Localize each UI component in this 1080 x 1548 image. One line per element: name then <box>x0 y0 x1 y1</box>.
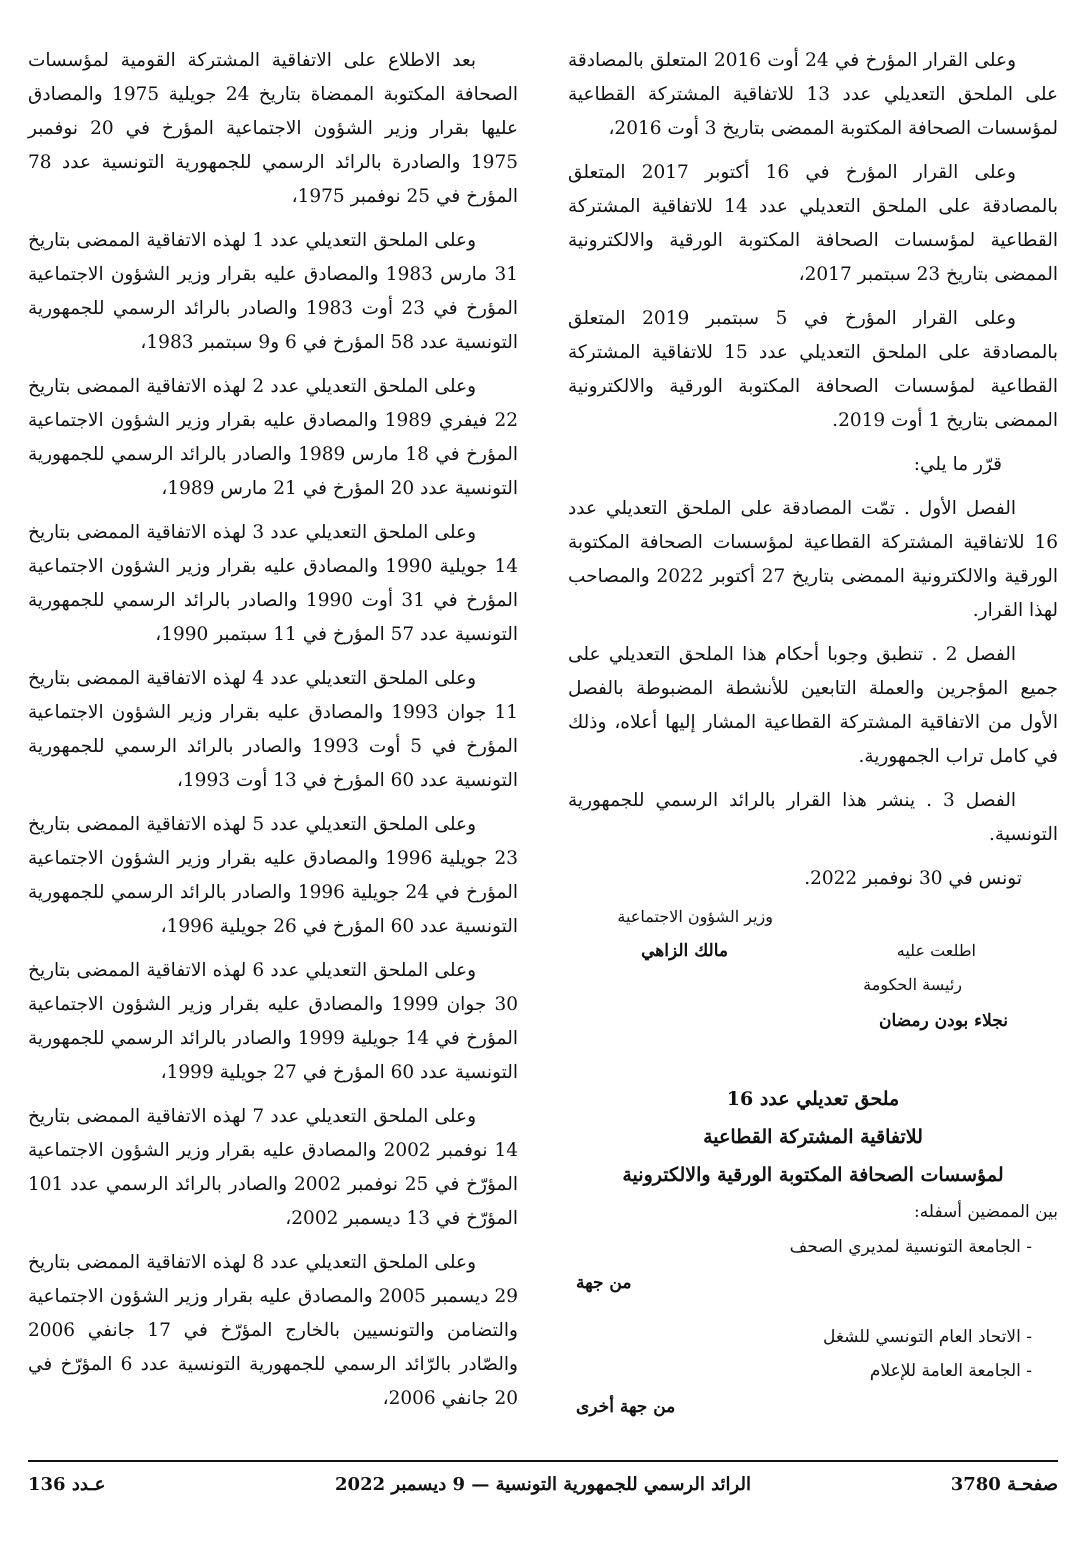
article-3: الفصل 3 . ينشر هذا القرار بالرائد الرسمي للجمهورية التونسية. <box>568 790 1058 845</box>
preamble-paragraph: وعلى الملحق التعديلي عدد 2 لهذه الاتفاقية الممضى بتاريخ 22 فيفري 1989 والمصادق عليه بقرار وزير الشؤون الاجتماعية المؤرخ في 18 مارس 1989 والصادر بالرائد الرسمي للجمهورية التونسية عدد 20 المؤرخ في 21 مارس 1989، <box>28 376 519 499</box>
annex-title-line: ملحق تعديلي عدد 16 <box>726 1088 900 1110</box>
preamble-paragraph: وعلى الملحق التعديلي عدد 1 لهذه الاتفاقية الممضى بتاريخ 31 مارس 1983 والمصادق عليه بقرار وزير الشؤون الاجتماعية المؤرخ في 23 أوت 1983 والصادر بالرائد الرسمي للجمهورية التونسية عدد 58 المؤرخ في 6 و9 سبتمبر 1983، <box>28 230 518 353</box>
journal-title: الرائد الرسمي للجمهورية التونسية — 9 ديسمبر 2022 <box>335 1474 751 1495</box>
article-2: الفصل 2 . تنطبق وجوبا أحكام هذا الملحق التعديلي على جميع المؤجرين والعملة التابعين للأنشطة المضبوطة بالفصل الأول من الاتفاقية المشتركة القطاعية المشار إليها أعلاه، وذلك في كامل تراب الجمهورية. <box>568 644 1058 767</box>
page-number: صفحـة 3780 <box>950 1474 1058 1495</box>
annex-title-line: للاتفاقية المشتركة القطاعية <box>703 1126 923 1148</box>
minister-title: وزير الشؤون الاجتماعية <box>617 907 773 926</box>
preamble-paragraph: وعلى الملحق التعديلي عدد 4 لهذه الاتفاقية الممضى بتاريخ 11 جوان 1993 والمصادق عليه بقرار وزير الشؤون الاجتماعية المؤرخ في 5 أوت 1993 والصادر بالرائد الرسمي للجمهورية التونسية عدد 60 المؤرخ في 13 أوت 1993، <box>28 668 519 791</box>
annex-title <box>568 1080 1058 1194</box>
party-item: - الجامعة التونسية لمديري الصحف <box>789 1237 1032 1257</box>
annex-title-line: لمؤسسات الصحافة المكتوبة الورقية والالكترونية <box>622 1164 1004 1186</box>
pm-name: نجلاء بودن رمضان <box>879 1011 1008 1031</box>
article-1: الفصل الأول . تمّت المصادقة على الملحق التعديلي عدد 16 للاتفاقية المشتركة القطاعية لمؤسسات الصحافة المكتوبة الورقية والالكترونية الممضى بتاريخ 27 أكتوبر 2022 والمصاحب لهذا القرار. <box>568 498 1058 621</box>
preamble-paragraph: وعلى القرار المؤرخ في 24 أوت 2016 المتعلق بالمصادقة على الملحق التعديلي عدد 13 للاتفاقية المشتركة القطاعية لمؤسسات الصحافة المكتوبة الممضى بتاريخ 3 أوت 2016، <box>568 50 1058 139</box>
preamble-paragraph: وعلى الملحق التعديلي عدد 6 لهذه الاتفاقية الممضى بتاريخ 30 جوان 1999 والمصادق عليه بقرار وزير الشؤون الاجتماعية المؤرخ في 14 جويلية 1999 والصادر بالرائد الرسمي للجمهورية التونسية عدد 60 المؤرخ في 27 جويلية 1999، <box>28 960 519 1083</box>
decreed-heading: قرّر ما يلي: <box>913 454 1002 475</box>
preamble-paragraph: وعلى الملحق التعديلي عدد 3 لهذه الاتفاقية الممضى بتاريخ 14 جويلية 1990 والمصادق عليه بقرار وزير الشؤون الاجتماعية المؤرخ في 31 أوت 1990 والصادر بالرائد الرسمي للجمهورية التونسية عدد 57 المؤرخ في 11 سبتمبر 1990، <box>28 522 518 645</box>
preamble-paragraph: وعلى الملحق التعديلي عدد 7 لهذه الاتفاقية الممضى بتاريخ 14 نوفمبر 2002 والمصادق عليه بقرار وزير الشؤون الاجتماعية المؤرّخ في 25 نوفمبر 2002 والصادر بالرائد الرسمي عدد 101 المؤرّخ في 13 ديسمبر 2002، <box>28 1106 519 1229</box>
pm-title: رئيسة الحكومة <box>863 975 962 994</box>
date-line: تونس في 30 نوفمبر 2022. <box>804 868 1022 889</box>
page-footer <box>28 1460 1058 1522</box>
preamble-paragraph: وعلى الملحق التعديلي عدد 8 لهذه الاتفاقية الممضى بتاريخ 29 ديسمبر 2005 والمصادق عليه بقرار وزير الشؤون الاجتماعية والتضامن والتونسيين بالخارج المؤرّخ في 17 جانفي 2006 والصّادر بالرّائد الرسمي للجمهورية التونسية عدد 6 المؤرّخ في 20 جانفي 2006، <box>28 1252 519 1409</box>
preamble-paragraph: وعلى القرار المؤرخ في 16 أكتوبر 2017 المتعلق بالمصادقة على الملحق التعديلي عدد 14 للاتفاقية المشتركة القطاعية لمؤسسات الصحافة المكتوبة الورقية والالكترونية الممضى بتاريخ 23 سبتمبر 2017، <box>568 162 1058 285</box>
preamble-paragraph: وعلى الملحق التعديلي عدد 5 لهذه الاتفاقية الممضى بتاريخ 23 جويلية 1996 والمصادق عليه بقرار وزير الشؤون الاجتماعية المؤرخ في 24 جويلية 1996 والصادر بالرائد الرسمي للجمهورية التونسية عدد 60 المؤرخ في 26 جويلية 1996، <box>28 814 518 937</box>
side-label-2: من جهة أخرى <box>576 1397 676 1417</box>
parties-intro: بين الممضين أسفله: <box>913 1202 1058 1222</box>
left-column <box>28 44 518 1426</box>
preamble-paragraph: وعلى القرار المؤرخ في 5 سبتمبر 2019 المتعلق بالمصادقة على الملحق التعديلي عدد 15 للاتفاقية المشتركة القطاعية لمؤسسات الصحافة المكتوبة الورقية والالكترونية الممضى بتاريخ 1 أوت 2019. <box>568 308 1058 431</box>
right-column <box>568 44 1058 1444</box>
preamble-paragraph: بعد الاطلاع على الاتفاقية المشتركة القومية لمؤسسات الصحافة المكتوبة الممضاة بتاريخ 24 جويلية 1975 والمصادق عليها بقرار وزير الشؤون الاجتماعية المؤرخ في 20 نوفمبر 1975 والصادرة بالرائد الرسمي للجمهورية التونسية عدد 78 المؤرخ في 25 نوفمبر 1975، <box>28 50 519 207</box>
seen-by-label: اطلعت عليه <box>896 941 976 960</box>
side-label-1: من جهة <box>576 1273 632 1293</box>
party-item: - الجامعة العامة للإعلام <box>869 1361 1032 1381</box>
minister-name: مالك الزاهي <box>641 941 728 961</box>
party-item: - الاتحاد العام التونسي للشغل <box>823 1327 1032 1347</box>
issue-number: عـدد 136 <box>28 1474 106 1495</box>
signature-block <box>568 900 1058 1050</box>
